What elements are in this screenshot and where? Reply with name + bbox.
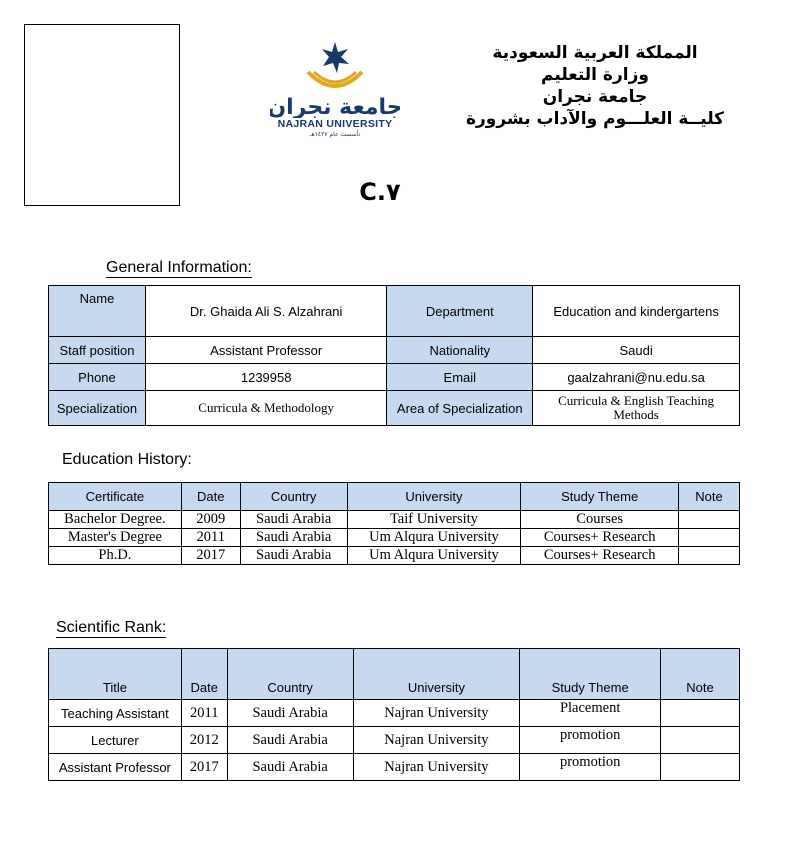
table-cell: Najran University [353, 727, 520, 754]
arabic-header-line: كليــة العلـــوم والآداب بشرورة [465, 109, 725, 129]
table-cell [661, 700, 740, 727]
arabic-header [440, 42, 750, 130]
photo-placeholder [24, 24, 180, 206]
table-cell: promotion [520, 727, 661, 754]
label-nationality: Nationality [387, 337, 533, 364]
table-cell: 2017 [181, 754, 227, 781]
label-staff-position: Staff position [49, 337, 146, 364]
value-staff-position: Assistant Professor [145, 337, 386, 364]
column-header: University [347, 483, 521, 511]
table-cell: 2012 [181, 727, 227, 754]
column-header: Title [49, 649, 182, 700]
table-row [49, 337, 740, 364]
table-row [49, 700, 740, 727]
column-header: Study Theme [520, 649, 661, 700]
table-cell: Saudi Arabia [240, 529, 347, 547]
table-cell: Courses+ Research [521, 529, 679, 547]
education-history-table [48, 482, 740, 565]
table-cell: Courses [521, 511, 679, 529]
label-name: Name [49, 286, 146, 337]
table-row [49, 511, 740, 529]
arabic-header-line: وزارة التعليم [541, 65, 649, 85]
column-header: Country [240, 483, 347, 511]
table-cell: Teaching Assistant [49, 700, 182, 727]
table-cell: Saudi Arabia [240, 511, 347, 529]
section-title-general: General Information: [106, 259, 252, 276]
column-header: Date [181, 483, 240, 511]
najran-university-logo [270, 38, 400, 148]
table-row [49, 547, 740, 565]
value-nationality: Saudi [533, 337, 740, 364]
value-department: Education and kindergartens [533, 286, 740, 337]
arabic-header-line: جامعة نجران [542, 87, 648, 107]
value-name: Dr. Ghaida Ali S. Alzahrani [145, 286, 386, 337]
section-title-scientific-rank: Scientific Rank: [56, 619, 167, 636]
value-specialization: Curricula & Methodology [145, 391, 386, 426]
column-header: Note [679, 483, 740, 511]
label-specialization: Specialization [49, 391, 146, 426]
table-cell [661, 754, 740, 781]
table-row [49, 754, 740, 781]
table-row [49, 391, 740, 426]
table-cell [679, 529, 740, 547]
table-cell [679, 547, 740, 565]
table-cell: Placement [520, 700, 661, 727]
arabic-header-line: المملكة العربية السعودية [492, 43, 698, 63]
table-cell: Ph.D. [49, 547, 182, 565]
label-area-of-specialization: Area of Specialization [387, 391, 533, 426]
table-cell: Saudi Arabia [227, 727, 353, 754]
general-info-table [48, 285, 740, 426]
logo-english-wordmark: NAJRAN UNIVERSITY [277, 118, 393, 130]
table-cell: Um Alqura University [347, 529, 521, 547]
label-phone: Phone [49, 364, 146, 391]
table-row [49, 286, 740, 337]
table-cell: Um Alqura University [347, 547, 521, 565]
table-cell: 2009 [181, 511, 240, 529]
column-header: Country [227, 649, 353, 700]
label-email: Email [387, 364, 533, 391]
table-cell: Najran University [353, 700, 520, 727]
table-cell: Assistant Professor [49, 754, 182, 781]
label-department: Department [387, 286, 533, 337]
logo-founded-text: تأسست عام ١٤٢٧هـ [309, 131, 361, 138]
logo-arabic-wordmark: جامعة نجران [270, 95, 400, 118]
table-cell: Najran University [353, 754, 520, 781]
table-cell [661, 727, 740, 754]
table-cell: promotion [520, 754, 661, 781]
column-header: Study Theme [521, 483, 679, 511]
column-header: Certificate [49, 483, 182, 511]
logo-emblem-icon [270, 38, 400, 118]
table-cell: Master's Degree [49, 529, 182, 547]
table-row [49, 364, 740, 391]
column-header: Date [181, 649, 227, 700]
table-cell: Saudi Arabia [227, 700, 353, 727]
table-row [49, 727, 740, 754]
table-cell: Courses+ Research [521, 547, 679, 565]
table-cell: Taif University [347, 511, 521, 529]
table-row [49, 529, 740, 547]
table-cell: Saudi Arabia [227, 754, 353, 781]
value-area-of-specialization: Curricula & English Teaching Methods [533, 391, 740, 426]
table-cell [679, 511, 740, 529]
value-email: gaalzahrani@nu.edu.sa [533, 364, 740, 391]
table-header-row [49, 483, 740, 511]
section-title-education: Education History: [62, 451, 192, 468]
column-header: Note [661, 649, 740, 700]
table-cell: Saudi Arabia [240, 547, 347, 565]
table-header-row [49, 649, 740, 700]
column-header: University [353, 649, 520, 700]
value-phone: 1239958 [145, 364, 386, 391]
table-cell: 2011 [181, 700, 227, 727]
table-cell: Lecturer [49, 727, 182, 754]
scientific-rank-table [48, 648, 740, 781]
table-cell: Bachelor Degree. [49, 511, 182, 529]
cv-title: C.٧ [359, 178, 401, 206]
table-cell: 2011 [181, 529, 240, 547]
table-cell: 2017 [181, 547, 240, 565]
